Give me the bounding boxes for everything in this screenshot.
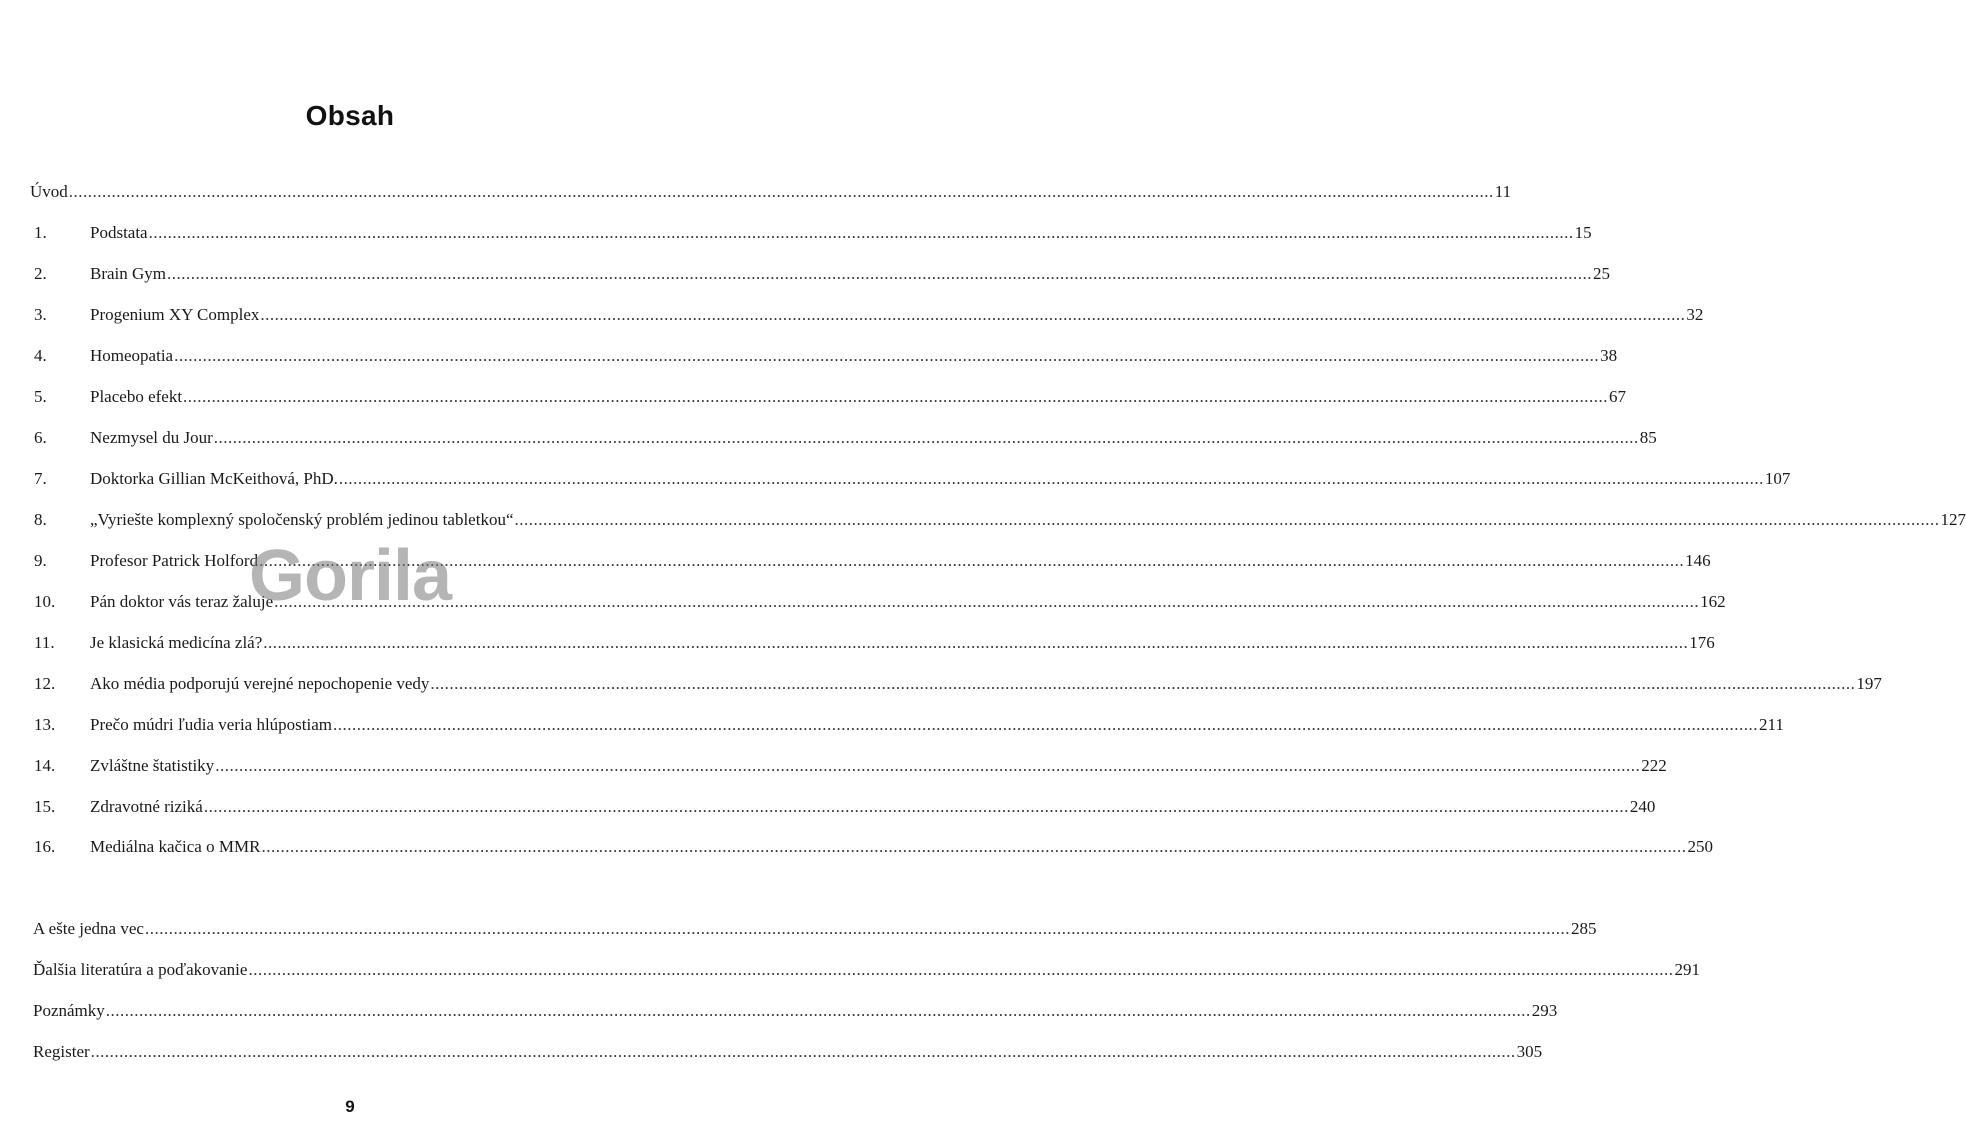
chapter-number: 4. [34, 346, 47, 365]
toc-entry-page: 11 [1494, 182, 1512, 201]
chapter-title: Prečo múdri ľudia veria hlúpostiam [90, 715, 333, 734]
dot-leader: ............................................................................................................................................................................................................................................................................................................ [183, 387, 1609, 406]
end-entry-page: 285 [1570, 919, 1597, 938]
chapter-number: 3. [34, 305, 47, 324]
chapter-number: 10. [34, 592, 56, 611]
page-title: Obsah [305, 100, 395, 131]
chapter-number: 2. [34, 264, 47, 283]
chapter-number: 8. [34, 510, 47, 529]
chapter-page: 127 [1940, 510, 1966, 529]
chapter-number: 5. [34, 387, 47, 406]
chapter-page: 211 [1759, 715, 1784, 734]
toc-entry-intro [0, 179, 1512, 205]
chapter-title: Brain Gym [90, 264, 167, 283]
toc-end-entry [0, 916, 1597, 942]
dot-leader: ............................................................................................................................................................................................................................................................................................................ [148, 223, 1574, 242]
dot-leader: ............................................................................................................................................................................................................................................................................................................ [167, 264, 1593, 283]
toc-chapter [0, 630, 1715, 656]
dot-leader: ............................................................................................................................................................................................................................................................................................................ [105, 1001, 1531, 1020]
toc-chapter [0, 261, 1611, 287]
dot-leader: ............................................................................................................................................................................................................................................................................................................ [263, 633, 1689, 652]
toc-chapter [0, 753, 1667, 779]
toc-chapter [0, 548, 1711, 574]
chapter-page: 222 [1641, 756, 1667, 775]
dot-leader: ............................................................................................................................................................................................................................................................................................................ [333, 715, 1759, 734]
end-entry-title: A ešte jedna vec [33, 919, 144, 938]
page-number: 9 [345, 1097, 355, 1116]
toc-chapter [0, 343, 1618, 369]
chapter-title: Ako média podporujú verejné nepochopenie vedy [90, 674, 430, 693]
dot-leader: ............................................................................................................................................................................................................................................................................................................ [259, 551, 1685, 570]
dot-leader: ............................................................................................................................................................................................................................................................................................................ [90, 1042, 1516, 1061]
chapter-title: Podstata [90, 223, 148, 242]
toc-chapter [0, 712, 1784, 738]
toc-end-entry [0, 998, 1558, 1024]
chapter-page: 250 [1687, 837, 1713, 856]
chapter-title: Profesor Patrick Holford [90, 551, 259, 570]
end-entry-page: 293 [1531, 1001, 1558, 1020]
chapter-page: 176 [1689, 633, 1715, 652]
chapter-title: Progenium XY Complex [90, 305, 260, 324]
watermark-logo: Gorila [248, 536, 452, 616]
dot-leader: ............................................................................................................................................................................................................................................................................................................ [248, 960, 1674, 979]
toc-chapter [0, 589, 1726, 615]
chapter-title: Nezmysel du Jour [90, 428, 213, 447]
dot-leader: ............................................................................................................................................................................................................................................................................................................ [260, 305, 1686, 324]
dot-leader: ............................................................................................................................................................................................................................................................................................................ [144, 919, 1570, 938]
end-entry-title: Register [33, 1042, 90, 1061]
chapter-title: Zdravotné riziká [90, 797, 203, 816]
chapter-title: Homeopatia [90, 346, 174, 365]
chapter-number: 14. [34, 756, 56, 775]
dot-leader: ............................................................................................................................................................................................................................................................................................................ [514, 510, 1940, 529]
chapter-page: 38 [1600, 346, 1618, 365]
chapter-title: Placebo efekt [90, 387, 183, 406]
chapter-title: Zvláštne štatistiky [90, 756, 215, 775]
chapter-page: 197 [1856, 674, 1882, 693]
toc-chapter [0, 425, 1657, 451]
chapter-page: 85 [1639, 428, 1657, 447]
chapter-page: 15 [1574, 223, 1592, 242]
toc-chapter [0, 302, 1704, 328]
chapter-page: 240 [1629, 797, 1656, 816]
chapter-number: 15. [34, 797, 56, 816]
chapter-number: 6. [34, 428, 47, 447]
toc-chapter [0, 507, 1966, 533]
end-entry-page: 291 [1674, 960, 1700, 979]
toc-end-entry [0, 957, 1700, 983]
toc-chapter [0, 834, 1713, 860]
chapter-page: 32 [1686, 305, 1704, 324]
end-entry-title: Poznámky [33, 1001, 105, 1020]
chapter-number: 12. [34, 674, 56, 693]
toc-entry-label: Úvod [30, 182, 68, 201]
toc-chapter [0, 384, 1627, 410]
chapter-title: Mediálna kačica o MMR [90, 837, 261, 856]
dot-leader: ............................................................................................................................................................................................................................................................................................................ [68, 182, 1494, 201]
chapter-page: 25 [1593, 264, 1611, 283]
dot-leader: ............................................................................................................................................................................................................................................................................................................ [338, 469, 1764, 488]
dot-leader: ............................................................................................................................................................................................................................................................................................................ [261, 837, 1687, 856]
chapter-title: „Vyriešte komplexný spoločenský problém jedinou tabletkou“ [90, 510, 514, 529]
dot-leader: ............................................................................................................................................................................................................................................................................................................ [215, 756, 1641, 775]
dot-leader: ............................................................................................................................................................................................................................................................................................................ [430, 674, 1856, 693]
chapter-number: 7. [34, 469, 47, 488]
chapter-page: 146 [1685, 551, 1711, 570]
end-entry-title: Ďalšia literatúra a poďakovanie [33, 960, 248, 979]
chapter-number: 13. [34, 715, 56, 734]
toc-chapter [0, 220, 1592, 246]
chapter-number: 11. [34, 633, 55, 652]
end-entry-page: 305 [1516, 1042, 1543, 1061]
chapter-title: Doktorka Gillian McKeithová, PhD. [90, 469, 338, 488]
dot-leader: ............................................................................................................................................................................................................................................................................................................ [203, 797, 1629, 816]
dot-leader: ............................................................................................................................................................................................................................................................................................................ [174, 346, 1600, 365]
chapter-number: 16. [34, 837, 56, 856]
chapter-page: 162 [1700, 592, 1726, 611]
toc-end-entry [0, 1039, 1543, 1065]
toc-chapter [0, 671, 1882, 697]
toc-chapter [0, 794, 1656, 820]
chapter-page: 107 [1764, 469, 1791, 488]
toc-chapter [0, 466, 1791, 492]
chapter-number: 1. [34, 223, 47, 242]
chapter-page: 67 [1609, 387, 1627, 406]
chapter-number: 9. [34, 551, 47, 570]
dot-leader: ............................................................................................................................................................................................................................................................................................................ [213, 428, 1639, 447]
chapter-title: Pán doktor vás teraz žaluje [90, 592, 274, 611]
chapter-title: Je klasická medicína zlá? [90, 633, 263, 652]
dot-leader: ............................................................................................................................................................................................................................................................................................................ [274, 592, 1700, 611]
